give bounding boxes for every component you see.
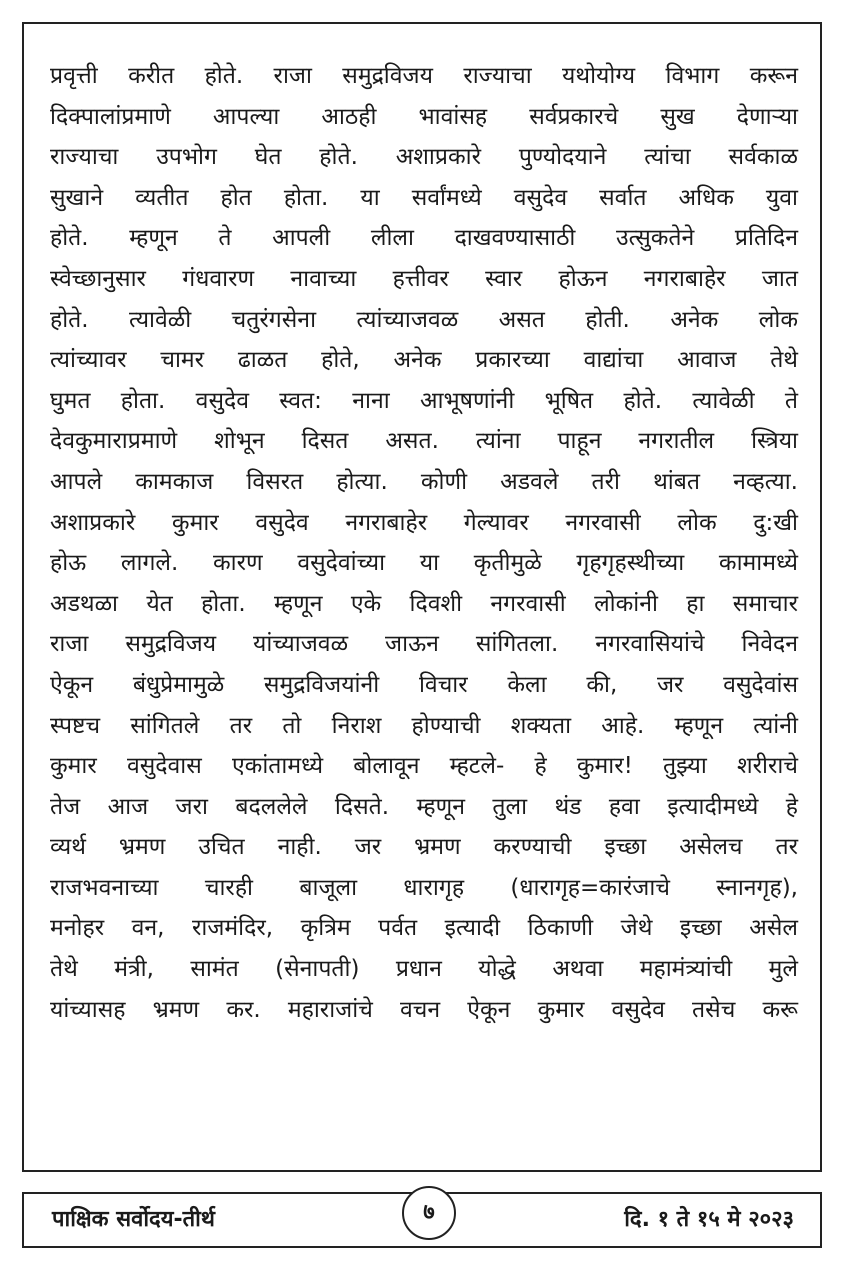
- text-line: अशाप्रकारे कुमार वसुदेव नगराबाहेर गेल्यावर नगरवासी लोक दु:खी: [50, 509, 798, 536]
- text-line: स्वेच्छानुसार गंधवारण नावाच्या हत्तीवर स्वार होऊन नगराबाहेर जात: [50, 265, 798, 292]
- text-line: तेज आज जरा बदललेले दिसते. म्हणून तुला थंड हवा इत्यादीमध्ये हे: [50, 793, 798, 820]
- publication-name: पाक्षिक सर्वोदय-तीर्थ: [52, 1207, 215, 1232]
- text-line: तेथे मंत्री, सामंत (सेनापती) प्रधान योद्धे अथवा महामंत्र्यांची मुले: [50, 956, 798, 983]
- text-line: घुमत होता. वसुदेव स्वत: नाना आभूषणांनी भूषित होते. त्यावेळी ते: [50, 387, 798, 414]
- text-line: दिक्पालांप्रमाणे आपल्या आठही भावांसह सर्वप्रकारचे सुख देणाऱ्या: [50, 103, 798, 130]
- text-line: यांच्यासह भ्रमण कर. महाराजांचे वचन ऐकून कुमार वसुदेव तसेच करू: [50, 996, 798, 1023]
- text-line: प्रवृत्ती करीत होते. राजा समुद्रविजय राज्याचा यथोयोग्य विभाग करून: [50, 63, 798, 89]
- text-line: होते. म्हणून ते आपली लीला दाखवण्यासाठी उत्सुकतेने प्रतिदिन: [50, 225, 798, 252]
- text-line: मनोहर वन, राजमंदिर, कृत्रिम पर्वत इत्यादी ठिकाणी जेथे इच्छा असेल: [50, 915, 798, 942]
- text-line: अडथळा येत होता. म्हणून एके दिवशी नगरवासी लोकांनी हा समाचार: [50, 590, 798, 617]
- text-line: राज्याचा उपभोग घेत होते. अशाप्रकारे पुण्योदयाने त्यांचा सर्वकाळ: [50, 144, 798, 171]
- text-line: व्यर्थ भ्रमण उचित नाही. जर भ्रमण करण्याची इच्छा असेलच तर: [50, 834, 798, 861]
- text-line: राजभवनाच्या चारही बाजूला धारागृह (धारागृह=कारंजाचे स्नानगृह),: [50, 874, 798, 901]
- page-number-badge: ७: [402, 1186, 456, 1240]
- text-line: होते. त्यावेळी चतुरंगसेना त्यांच्याजवळ असत होती. अनेक लोक: [50, 306, 798, 333]
- text-line: होऊ लागले. कारण वसुदेवांच्या या कृतीमुळे गृहगृहस्थीच्या कामामध्ये: [50, 550, 798, 577]
- issue-date: दि. १ ते १५ मे २०२३: [624, 1207, 794, 1232]
- text-line: कुमार वसुदेवास एकांतामध्ये बोलावून म्हटले- हे कुमार! तुझ्या शरीराचे: [50, 753, 798, 780]
- text-line: ऐकून बंधुप्रेमामुळे समुद्रविजयांनी विचार केला की, जर वसुदेवांस: [50, 671, 798, 698]
- text-line: स्पष्टच सांगितले तर तो निराश होण्याची शक्यता आहे. म्हणून त्यांनी: [50, 712, 798, 739]
- text-line: राजा समुद्रविजय यांच्याजवळ जाऊन सांगितला. नगरवासियांचे निवेदन: [50, 631, 798, 658]
- body-text: [50, 56, 798, 1030]
- text-line: सुखाने व्यतीत होत होता. या सर्वांमध्ये वसुदेव सर्वात अधिक युवा: [50, 184, 798, 211]
- text-line: देवकुमाराप्रमाणे शोभून दिसत असत. त्यांना पाहून नगरातील स्त्रिया: [50, 428, 798, 455]
- text-line: त्यांच्यावर चामर ढाळत होते, अनेक प्रकारच्या वाद्यांचा आवाज तेथे: [50, 347, 798, 374]
- body-text-frame: [22, 22, 822, 1172]
- text-line: आपले कामकाज विसरत होत्या. कोणी अडवले तरी थांबत नव्हत्या.: [50, 468, 798, 495]
- page-footer: [22, 1192, 822, 1248]
